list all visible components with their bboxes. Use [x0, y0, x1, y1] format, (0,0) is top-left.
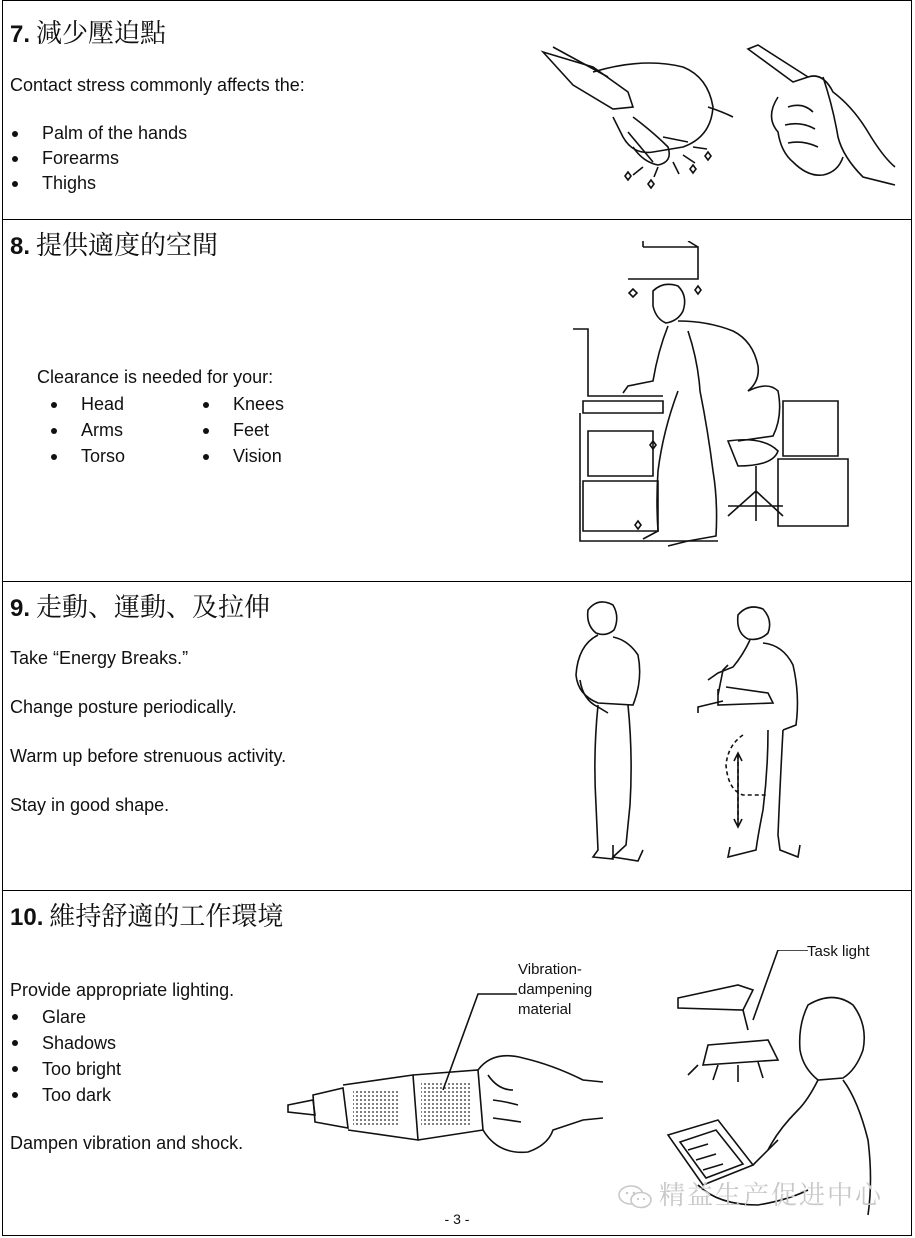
list-item: Torso: [41, 443, 125, 469]
section-10-intro: Provide appropriate lighting.: [10, 980, 235, 1000]
task-light-callout: Task light: [807, 943, 870, 960]
watermark: [617, 1175, 883, 1212]
section-8-number: 8.: [10, 233, 31, 260]
list-item: Vision: [193, 443, 284, 469]
wechat-icon: [617, 1183, 653, 1211]
section-7-heading: 減少壓迫點: [36, 18, 167, 48]
section-8-intro: Clearance is needed for your:: [37, 367, 274, 387]
section-9-title: [10, 587, 270, 624]
section-9-line-1: Take “Energy Breaks.”: [10, 648, 189, 668]
stretching-figures-illustration: [568, 595, 848, 867]
list-item: Shadows: [10, 1030, 121, 1056]
list-item: Too bright: [10, 1056, 121, 1082]
section-8-heading: 提供適度的空間: [36, 230, 219, 260]
watermark-text: 精益生产促进中心: [658, 1180, 883, 1210]
section-7: [3, 1, 911, 220]
section-9-line-2: Change posture periodically.: [10, 697, 237, 717]
section-10-heading: 維持舒適的工作環境: [49, 901, 284, 931]
section-10-list: [10, 1004, 121, 1108]
section-10-number: 10.: [10, 904, 44, 931]
section-9: [3, 581, 911, 891]
section-7-number: 7.: [10, 21, 31, 48]
section-8-list-left: [41, 391, 125, 469]
section-9-line-4: Stay in good shape.: [10, 795, 170, 815]
pliers-contact-stress-illustration: [533, 37, 903, 197]
section-7-title: [10, 13, 166, 50]
page-number: - 3 -: [444, 1211, 470, 1227]
section-7-list: [10, 121, 187, 196]
vibration-tool-illustration: [283, 990, 603, 1170]
section-8: [3, 219, 911, 582]
section-10-closing: Dampen vibration and shock.: [10, 1133, 244, 1153]
workstation-clearance-illustration: [568, 241, 858, 551]
section-8-list-right: [193, 391, 284, 469]
section-9-line-3: Warm up before strenuous activity.: [10, 746, 287, 766]
section-8-title: [10, 225, 218, 262]
list-item: Arms: [41, 417, 125, 443]
list-item: Palm of the hands: [10, 121, 187, 146]
list-item: Forearms: [10, 146, 187, 171]
list-item: Head: [41, 391, 125, 417]
list-item: Glare: [10, 1004, 121, 1030]
list-item: Thighs: [10, 171, 187, 196]
section-9-heading: 走動、運動、及拉伸: [36, 592, 271, 622]
section-10-title: [10, 896, 283, 933]
list-item: Knees: [193, 391, 284, 417]
page: [2, 0, 912, 1236]
section-7-intro: Contact stress commonly affects the:: [10, 75, 305, 95]
list-item: Too dark: [10, 1082, 121, 1108]
list-item: Feet: [193, 417, 284, 443]
vibration-callout: Vibration- dampening material: [518, 961, 593, 1018]
section-9-number: 9.: [10, 595, 31, 622]
